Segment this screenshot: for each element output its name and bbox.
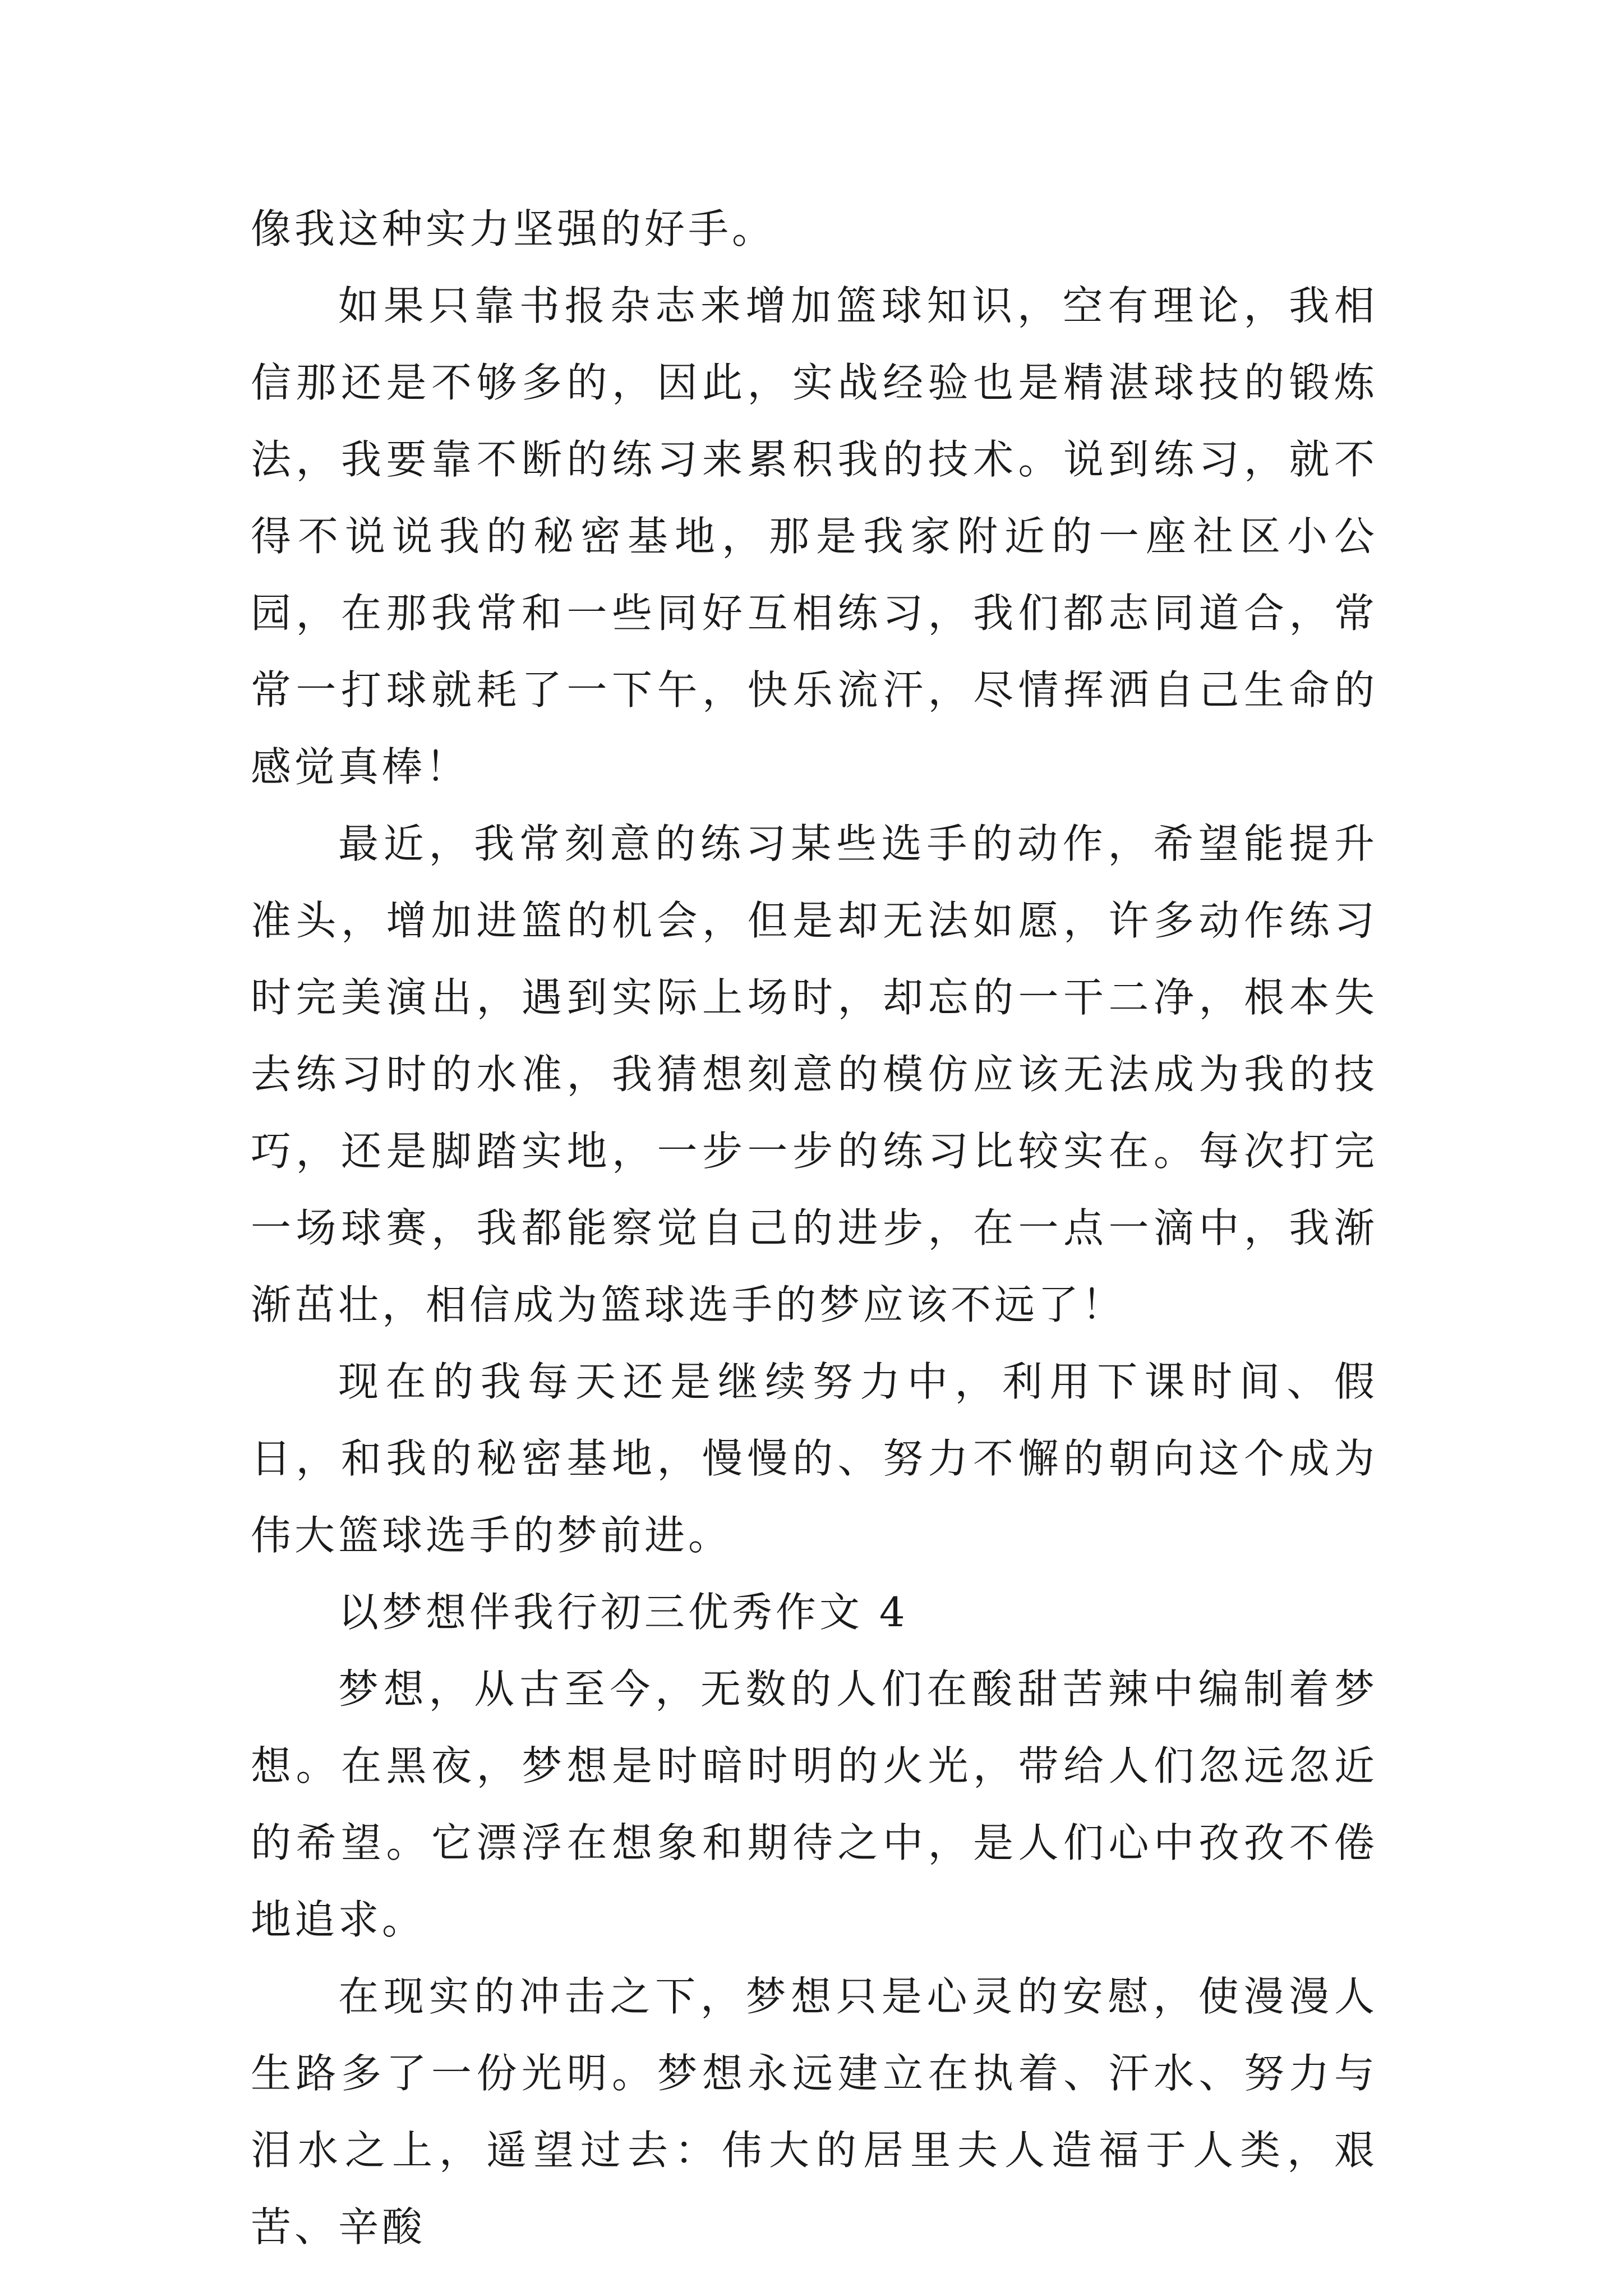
paragraph-dream-reality: 在现实的冲击之下，梦想只是心灵的安慰，使漫漫人生路多了一份光明。梦想永远建立在执着、汗水、努力与泪水之上，遥望过去：伟大的居里夫人造福于人类，艰苦、辛酸: [251, 1973, 1378, 2251]
paragraph-imitation: 最近，我常刻意的练习某些选手的动作，希望能提升准头，增加进篮的机会，但是却无法如愿，许多动作练习时完美演出，遇到实际上场时，却忘的一干二净，根本失去练习时的水准，我猜想刻意的模仿应该无法成为我的技巧，还是脚踏实地，一步一步的练习比较实在。每次打完一场球赛，我都能察觉自己的进步，在一点一滴中，我渐渐茁壮，相信成为篮球选手的梦应该不远了！: [251, 820, 1378, 1328]
document-body: [251, 191, 1378, 2266]
section-title: 以梦想伴我行初三优秀作文 4: [338, 1589, 909, 1636]
paragraph-continuation: 像我这种实力坚强的好手。: [251, 205, 776, 252]
paragraph-practice: 如果只靠书报杂志来增加篮球知识，空有理论，我相信那还是不够多的，因此，实战经验也是精湛球技的锻炼法，我要靠不断的练习来累积我的技术。说到练习，就不得不说说我的秘密基地，那是我家附近的一座社区小公园，在那我常和一些同好互相练习，我们都志同道合，常常一打球就耗了一下午，快乐流汗，尽情挥洒自己生命的感觉真棒！: [251, 282, 1378, 790]
paragraph-perseverance: 现在的我每天还是继续努力中，利用下课时间、假日，和我的秘密基地，慢慢的、努力不懈的朝向这个成为伟大篮球选手的梦前进。: [251, 1358, 1378, 1559]
paragraph-dream-intro: 梦想，从古至今，无数的人们在酸甜苦辣中编制着梦想。在黑夜，梦想是时暗时明的火光，带给人们忽远忽近的希望。它漂浮在想象和期待之中，是人们心中孜孜不倦地追求。: [251, 1665, 1378, 1943]
